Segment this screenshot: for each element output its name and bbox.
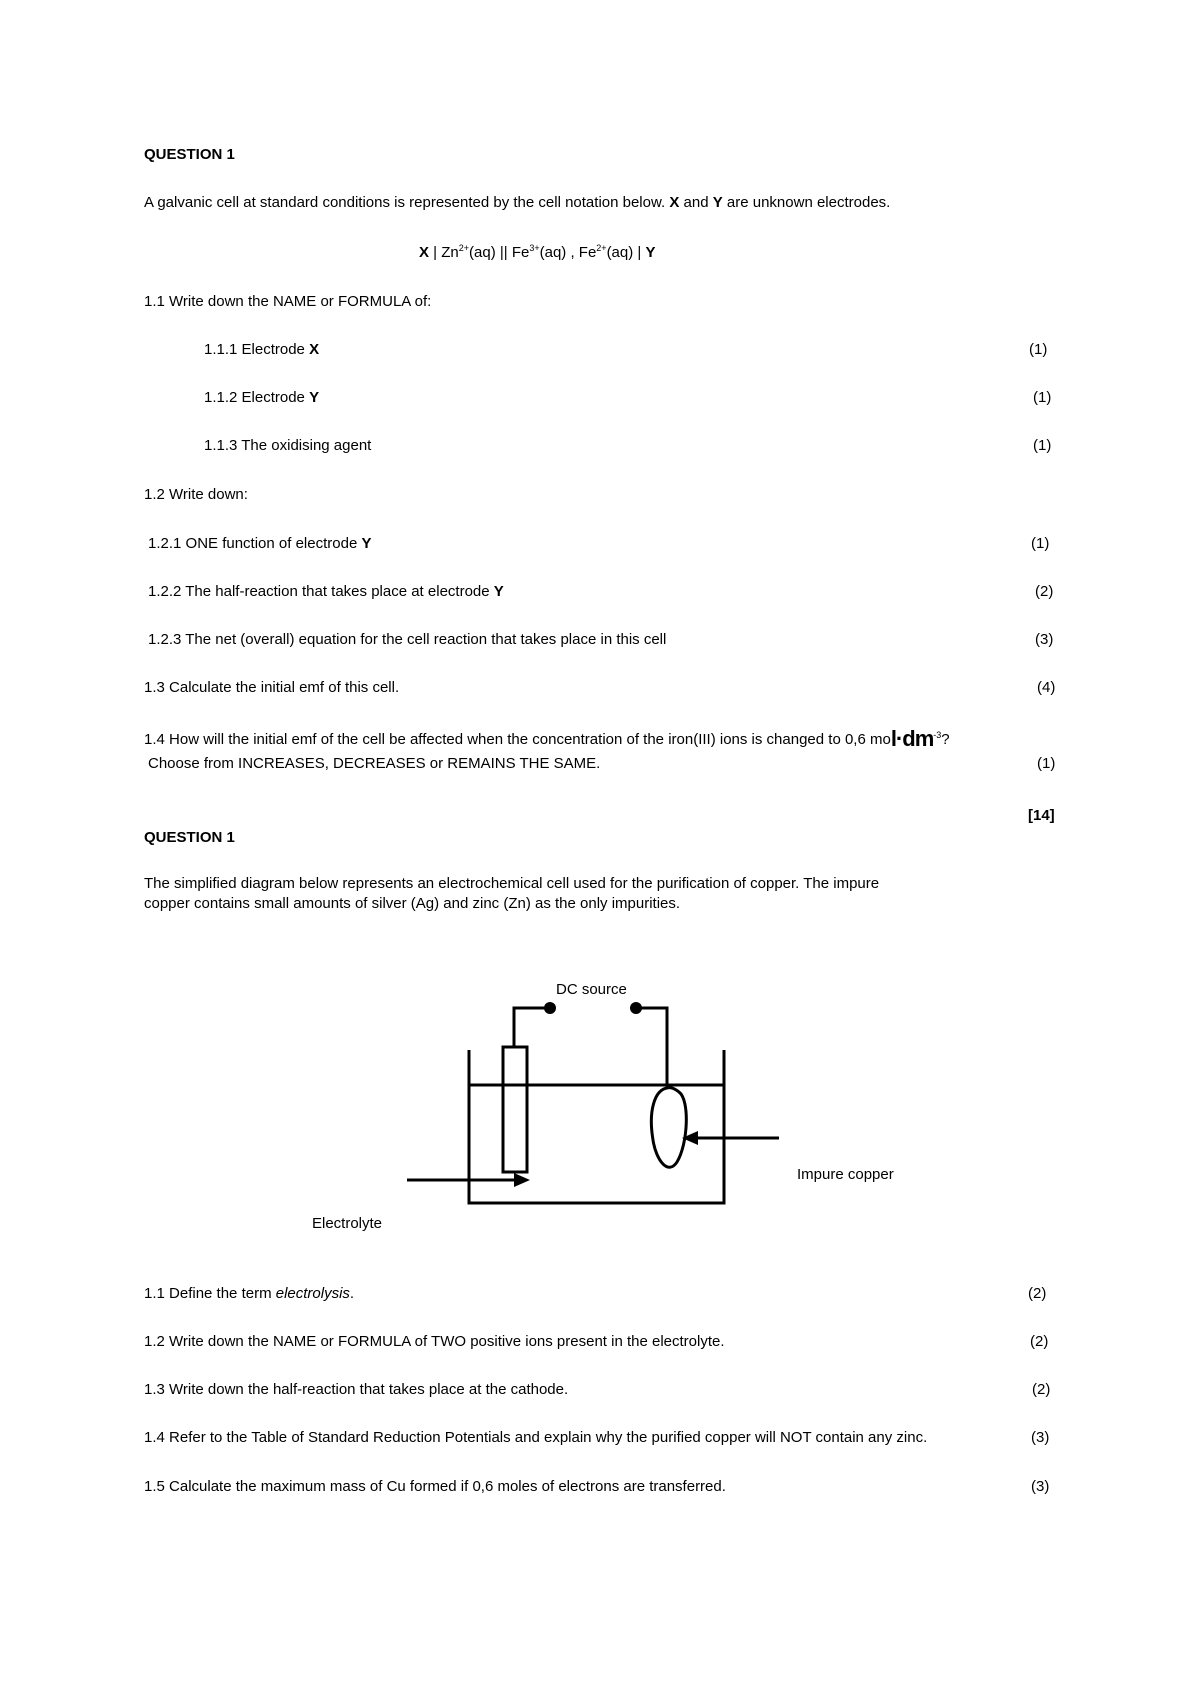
negative-terminal-dot (544, 1002, 556, 1014)
marks-2-4: (3) (1031, 1429, 1050, 1446)
marks-1-1-3: (1) (1033, 437, 1052, 454)
total-marks: [14] (1028, 807, 1055, 824)
question-heading-1: QUESTION 1 (144, 146, 235, 163)
positive-terminal-dot (630, 1002, 642, 1014)
question-2-4: 1.4 Refer to the Table of Standard Reduction Potentials and explain why the purified copper will NOT contain any zinc. (144, 1429, 928, 1446)
question-1-2-2: 1.2.2 The half-reaction that takes place at electrode Y (148, 583, 504, 600)
marks-1-2-2: (2) (1035, 583, 1054, 600)
impure-copper-label: Impure copper (797, 1166, 894, 1183)
cell-notation: X | $Zn^{2+}(aq)$ || $Fe^{3+}(aq)$ , $Fe^{2+}(aq)$ | Y (419, 243, 656, 261)
question-1-4-line2: Choose from INCREASES, DECREASES or REMAINS THE SAME. (148, 755, 601, 772)
marks-2-1: (2) (1028, 1285, 1047, 1302)
question-1-1-1: 1.1.1 Electrode X (204, 341, 320, 358)
marks-2-3: (2) (1032, 1381, 1051, 1398)
marks-1-4: (1) (1037, 755, 1056, 772)
question-1-1-2: 1.1.2 Electrode Y (204, 389, 320, 406)
marks-1-1-1: (1) (1029, 341, 1048, 358)
question-1-3: 1.3 Calculate the initial emf of this cell. (144, 679, 400, 696)
question-1-2-1: 1.2.1 ONE function of electrode Y (148, 535, 372, 552)
question-1-2: 1.2 Write down: (144, 486, 248, 503)
electrolyte-arrowhead (514, 1173, 530, 1187)
intro-line-1: The simplified diagram below represents an electrochemical cell used for the purification of copper. The impure (144, 875, 880, 892)
electrolyte-label: Electrolyte (312, 1215, 383, 1232)
marks-1-3: (4) (1037, 679, 1056, 696)
left-wire (514, 1008, 550, 1047)
marks-1-1-2: (1) (1033, 389, 1052, 406)
pure-copper-electrode (503, 1047, 527, 1172)
impure-copper-lump (651, 1088, 686, 1168)
question-2-5: 1.5 Calculate the maximum mass of Cu formed if 0,6 moles of electrons are transferred. (144, 1478, 726, 1495)
marks-1-2-1: (1) (1031, 535, 1050, 552)
question-1-4-line1: 1.4 How will the initial emf of the cell be affected when the concentration of the iron(III) ions is changed to 0,6 $mol\cdot dm^{-3}$? (144, 726, 950, 751)
question-1-1: 1.1 Write down the NAME or FORMULA of: (144, 293, 432, 310)
marks-1-2-3: (3) (1035, 631, 1054, 648)
question-2-1: 1.1 Define the term electrolysis. (144, 1285, 355, 1302)
marks-2-2: (2) (1030, 1333, 1049, 1350)
question-1-1-3: 1.1.3 The oxidising agent (204, 437, 372, 454)
marks-2-5: (3) (1031, 1478, 1050, 1495)
question-2-3: 1.3 Write down the half-reaction that takes place at the cathode. (144, 1381, 569, 1398)
dc-source-label: DC source (556, 981, 627, 998)
right-wire (636, 1008, 667, 1088)
question-1-2-3: 1.2.3 The net (overall) equation for the cell reaction that takes place in this cell (148, 631, 667, 648)
intro-paragraph: A galvanic cell at standard conditions is represented by the cell notation below. X and Y are unknown electrodes. (144, 194, 891, 211)
intro-line-2: copper contains small amounts of silver (Ag) and zinc (Zn) as the only impurities. (144, 895, 681, 912)
question-heading-2: QUESTION 1 (144, 829, 235, 846)
question-2-2: 1.2 Write down the NAME or FORMULA of TWO positive ions present in the electrolyte. (144, 1333, 725, 1350)
